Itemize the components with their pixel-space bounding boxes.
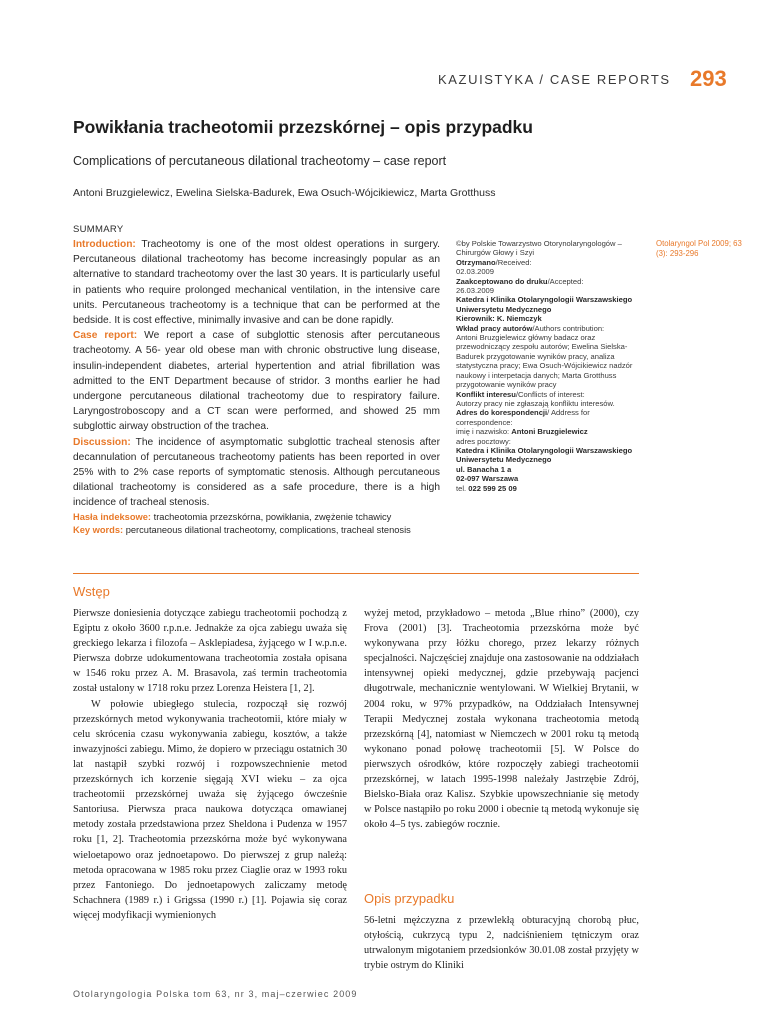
section-divider — [73, 573, 639, 574]
abstract — [73, 237, 440, 538]
section-header: KAZUISTYKA / CASE REPORTS — [438, 72, 671, 87]
journal-footer: Otolaryngologia Polska tom 63, nr 3, maj–czerwiec 2009 — [73, 989, 358, 999]
conflict: Konflikt interesu/Conflicts of interest: — [456, 389, 585, 399]
intro-text: Tracheotomy is one of the most oldest operations in surgery. Percutaneous dilational tracheotomy has become increasingly popular as an alternative to standard tracheotomy over the last 30 years. It is particularly useful in patients who require prolonged mechanical ventilation, in the intensive care units. Percutaneous tracheotomy is a technique that can be performed at the bedside. It is cost effective, minimally invasive and can be done rapidly. — [73, 239, 440, 327]
wstep-paragraph-1: Pierwsze doniesienia dotyczące zabiegu tracheotomii pochodzą z Egiptu z około 3600 r.p.n.e. Jednakże za ojca zabiegu uważa się greckiego lekarza i filozofa – Asklepiadesa, żyjącego w I w.p.n.e. Pierwsza dobrze udokumentowana tracheotomia została opisana w 1546 roku przez A. M. Brasavola, zaś termin tracheotomia został ustalony w 1718 roku przez Lorenza Heistera [1, 2]. — [73, 608, 347, 695]
journal-citation: Otolaryngol Pol 2009; 63 (3): 293-296 — [656, 239, 742, 258]
abstract-introduction — [73, 237, 440, 328]
conflict-text: Autorzy pracy nie zgłaszają konfliktu interesów. — [456, 398, 615, 408]
contribution: Wkład pracy autorów/Authors contribution: — [456, 323, 605, 333]
accepted-date: 26.03.2009 — [456, 286, 495, 296]
hasla-text: tracheotomia przezskórna, powikłania, zwężenie tchawicy — [151, 511, 392, 522]
opis-heading: Opis przypadku — [364, 891, 455, 906]
case-label: Case report: — [73, 330, 138, 342]
contribution-text: Antoni Bruzgielewicz główny badacz oraz przewodniczący zespołu autorów; Ewelina Sielska-Badurek przygotowanie wyników pracy, analiza statystyczna pracy; Ewa Osuch-Wójcikiewicz nadzór naukowy i interpetacja danych; Marta Grotthuss przygotowanie wyników pracy — [456, 333, 633, 390]
street: ul. Banacha 1 a — [456, 464, 512, 474]
address-heading: Adres do korespondencji/ Address for correspondence: — [456, 408, 590, 427]
author-list: Antoni Bruzgielewicz, Ewelina Sielska-Badurek, Ewa Osuch-Wójcikiewicz, Marta Grotthuss — [73, 187, 496, 199]
copyright: ©by Polskie Towarzystwo Otorynolaryngologów – Chirurgów Głowy i Szyi — [456, 239, 622, 258]
abstract-case-report — [73, 328, 440, 434]
discussion-text: The incidence of asymptomatic subglottic tracheal stenosis after decannulation of percutaneous tracheotomy patients has been reported in over 25% with to 2% case reports of symptomatic stenosis. Although percutaneous dilational tracheotomy is considered as a safe procedure, there is a high incidence of tracheal stenosis. — [73, 436, 440, 509]
case-text: We report a case of subglottic stenosis after percutaneous tracheotomy. A 56- year old obese man with chronic obstructive lung disease, insulin-independent diabetes, arterial hypertention and atrial fibrillation was admitted to the ENT Department because of stridor. 3 months earlier he had undergone percutaneous dilational tracheotomy due to respiratory failure. Laryngostroboscopy and a CT scan were performed, and showed 25 mm subglottic airway obstruction of the trachea. — [73, 330, 440, 433]
intro-label: Introduction: — [73, 239, 136, 250]
city: 02-097 Warszawa — [456, 474, 519, 484]
department-head: Kierownik: K. Niemczyk — [456, 314, 542, 324]
postal-department: Katedra i Klinika Otolaryngologii Warszawskiego Uniwersytetu Medycznego — [456, 445, 633, 465]
correspondent-name: imię i nazwisko: Antoni Bruzgielewicz — [456, 427, 588, 437]
wstep-heading: Wstęp — [73, 584, 110, 599]
department: Katedra i Klinika Otolaryngologii Warszawskiego Uniwersytetu Medycznego — [456, 295, 633, 314]
accepted: Zaakceptowano do druku/Accepted: — [456, 276, 584, 286]
wstep-paragraph-3: wyżej metod, przykładowo – metoda „Blue rhino” (2000), czy Frova (2001) [3]. Tracheotomia przezskórna może być wykonywana przy łóżku chorego, przez lekarzy różnych specjalności. Najczęściej znajduje ona zastosowanie na oddziałach intensywnej opieki medycznej, gdzie przebywają pacjenci długotrwale, mechanicznie wentylowani. W Wielkiej Brytanii, w 2004 roku, w 97% przypadków, na Oddziałach Intensywnej Terapii Medycznej została wykonana tracheotomia metodą przezskórną [4], natomiast w Niemczech w 2001 roku tą metodą wykonano ponad połowę tracheotomii [5]. W Polsce do pierwszych ośrodków, które rozpoczęły zabiegi tracheotomii przezskórnej, w latach 1995-1998 należały Jastrzębie Zdrój, Bielsko-Biała oraz Kalisz. Szybkie upowszechnianie się metody w Polsce nastąpiło po roku 2000 i obecnie tą metodą wykonuje się około 4–5 tys. zabiegów rocznie. — [364, 608, 639, 831]
wstep-paragraph-2: W połowie ubiegłego stulecia, rozpoczął się rozwój przezskórnych metod wykonywania tracheotomii, które miały w celu skrócenia czasu wykonywania zabiegu, kosztów, a także inwazyjności zabiegu. Mimo, że dopiero w przeciągu ostatnich 30 lat nastąpił szybki rozwój i rozpowszechnienie metod przezskórnych ich korzenie sięgają XVI wieku – za ojca tracheotomii przezskórnej uważa się żyjącego ówcześnie Santoriusa. Pierwsza praca naukowa dotycząca omawianej metody została przedstawiona przez Sheldona i Pudenza w 1957 roku [1, 2]. Tracheotomia przezskórna może być wykonywana wieloetapowo oraz jednoetapowo. Do pierwszej z grup należą: metoda opracowana w 1985 roku przez Ciaglie oraz w 1993 roku przez Fantoniego. Do jednoetapowych zaliczamy metodę Schachnera (1989 r.) i Grigssa (1990 r.) [1]. Pojawia się coraz więcej modyfikacji wymienionych — [73, 698, 347, 921]
hasla-label: Hasła indeksowe: — [73, 511, 152, 522]
article-info-sidebar — [456, 239, 646, 493]
keywords-label: Key words: — [73, 525, 124, 536]
index-terms — [73, 511, 440, 525]
abstract-discussion — [73, 435, 440, 511]
article-subtitle: Complications of percutaneous dilational tracheotomy – case report — [73, 154, 447, 168]
body-column-1 — [73, 606, 347, 923]
article-title: Powikłania tracheotomii przezskórnej – opis przypadku — [73, 117, 533, 137]
received-date: 02.03.2009 — [456, 267, 495, 277]
body-column-2 — [364, 606, 639, 832]
received: Otrzymano/Received: — [456, 257, 532, 267]
telephone: tel. 022 599 25 09 — [456, 483, 517, 493]
discussion-label: Discussion: — [73, 436, 131, 448]
key-words — [73, 524, 440, 538]
page-number: 293 — [690, 66, 727, 91]
postal-label: adres pocztowy: — [456, 436, 511, 446]
keywords-text: percutaneous dilational tracheotomy, complications, tracheal stenosis — [123, 525, 411, 536]
summary-heading: SUMMARY — [73, 224, 124, 235]
opis-paragraph: 56-letni mężczyzna z przewlekłą obturacyjną chorobą płuc, otyłością, cukrzycą typu 2, nadciśnieniem tętniczym oraz utrwalonym migotaniem przedsionków 30.01.08 został przyjęty w trybie ostrym do Kliniki — [364, 915, 639, 972]
